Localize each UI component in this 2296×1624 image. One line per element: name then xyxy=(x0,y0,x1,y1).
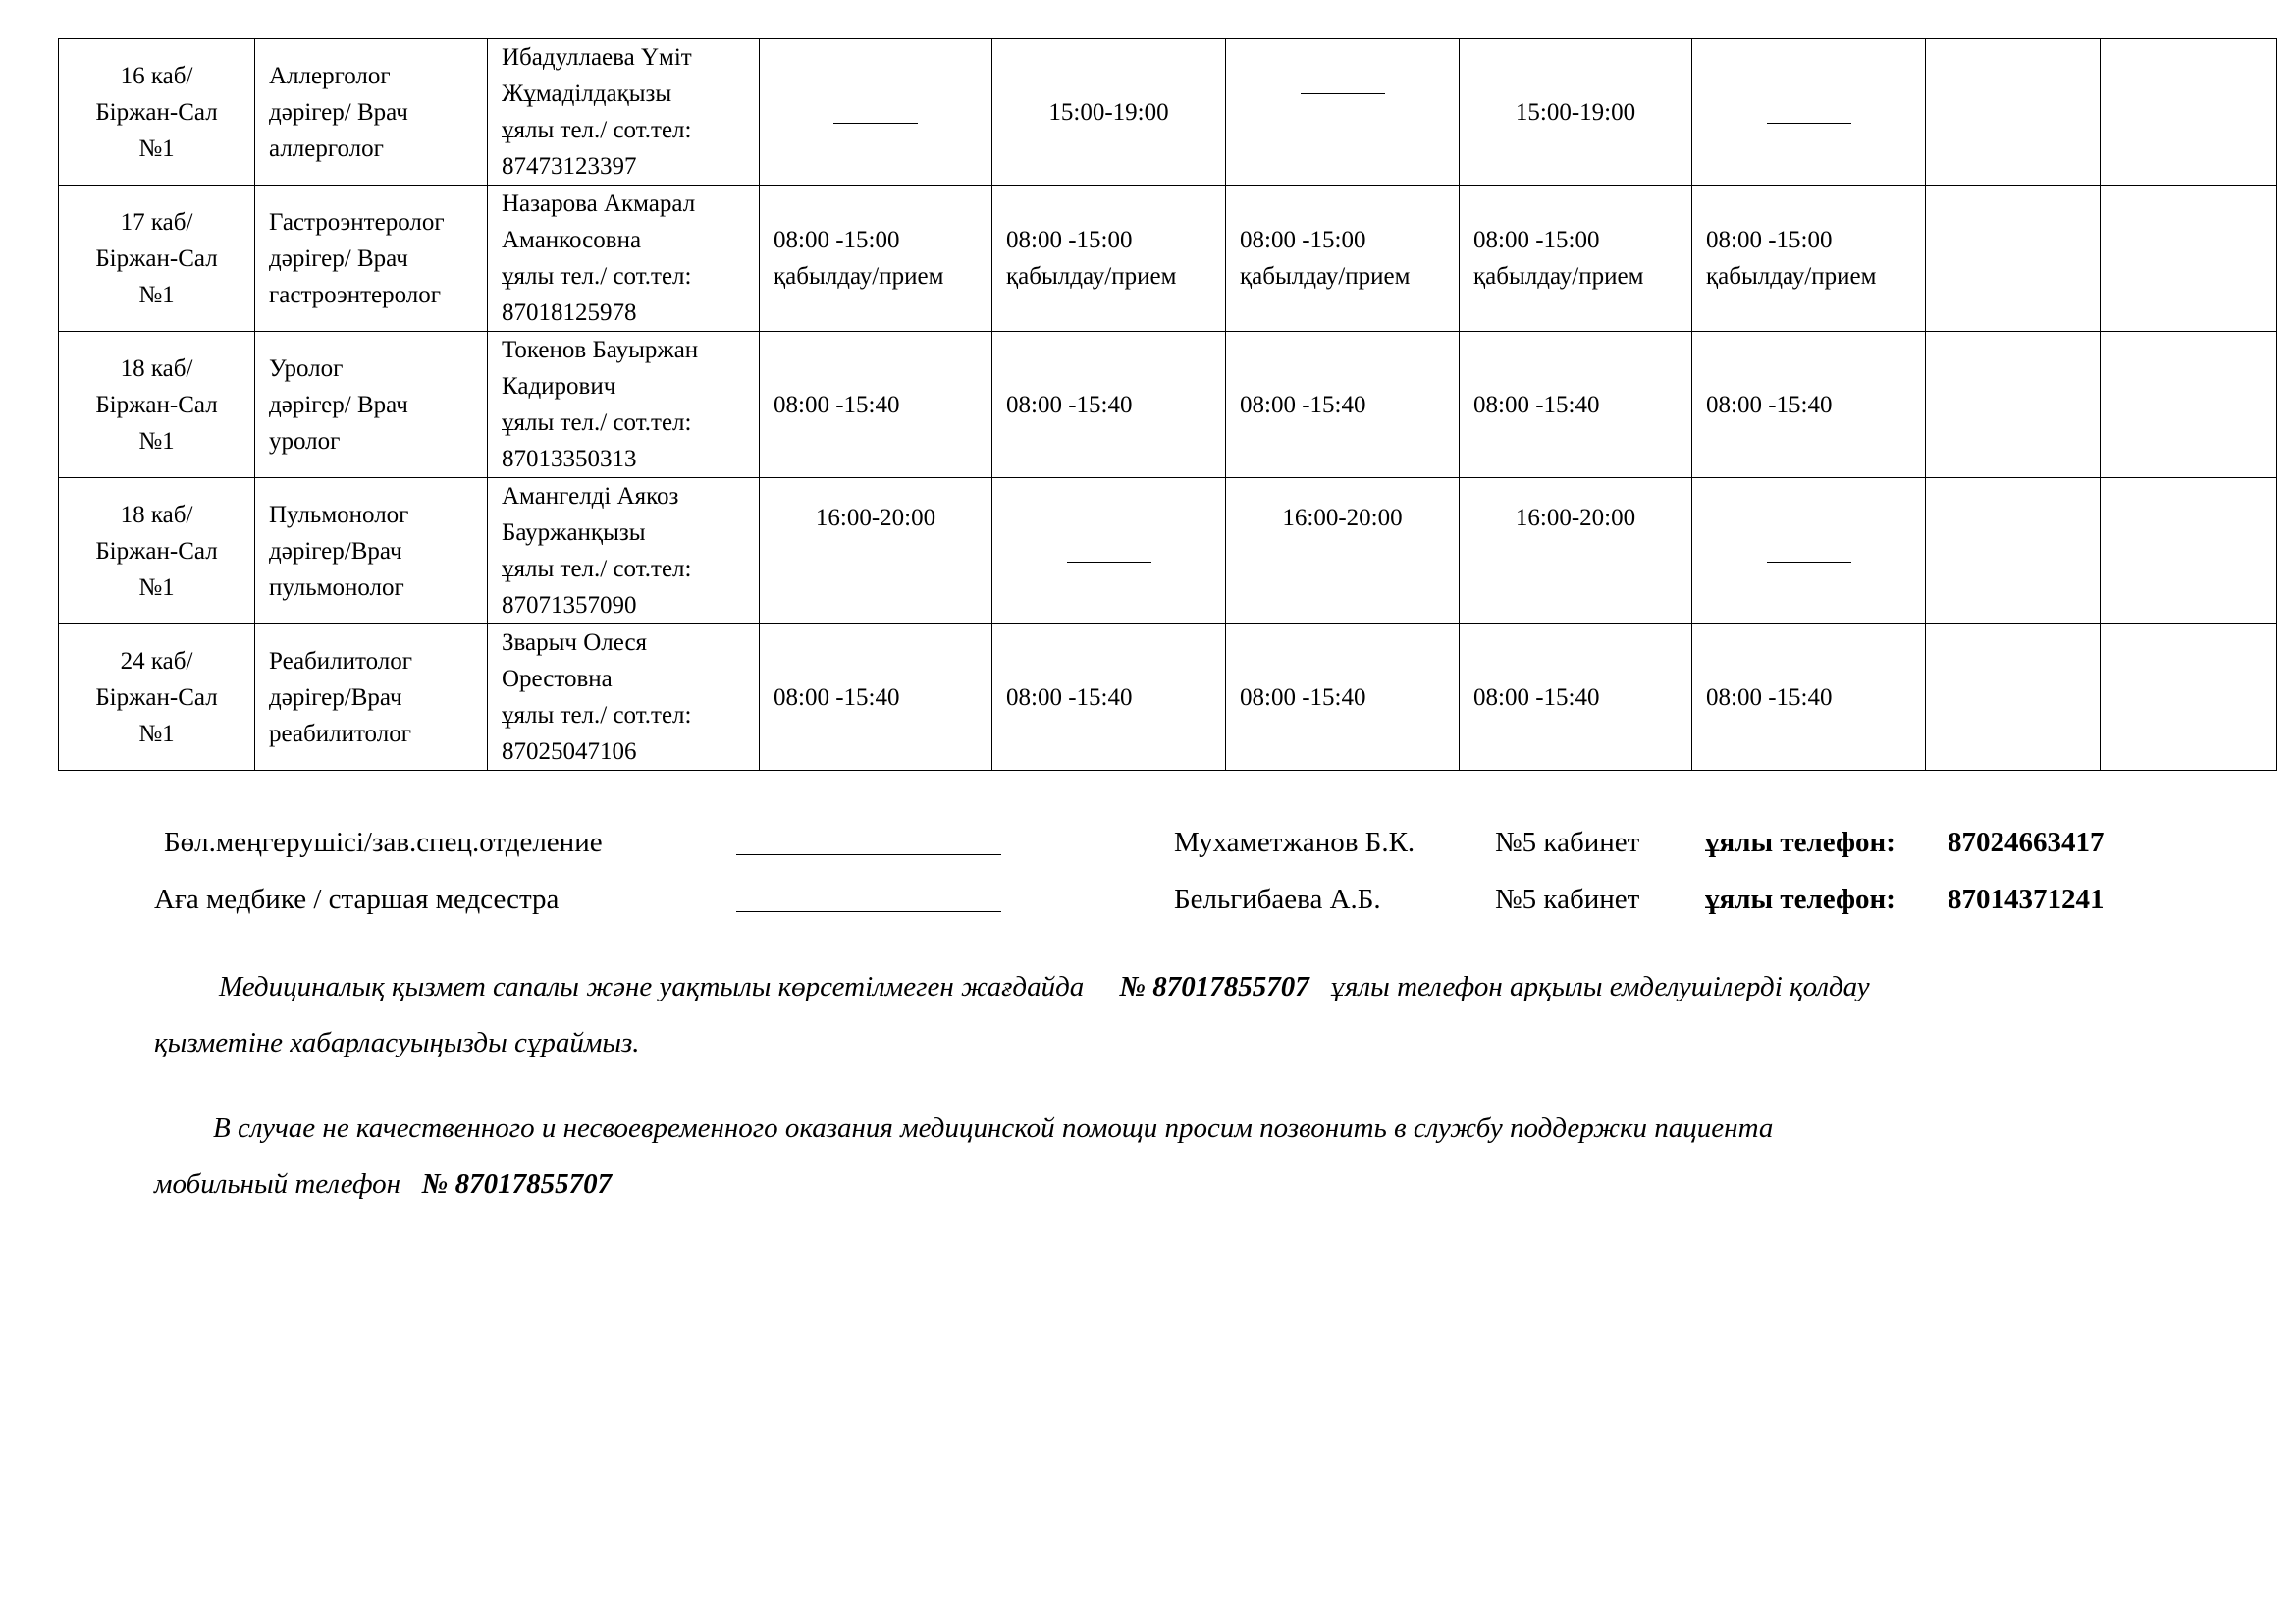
schedule-cell xyxy=(2101,478,2277,624)
schedule-line: қабылдау/прием xyxy=(774,263,944,290)
doctor-cell xyxy=(488,478,760,624)
schedule-cell xyxy=(1692,624,1926,771)
cabinet-cell xyxy=(59,39,255,186)
note-ru-line2 xyxy=(154,1157,2216,1213)
table-row xyxy=(59,39,2277,186)
schedule-cell xyxy=(1692,39,1926,186)
nurse-name: Бельгибаева А.Б. xyxy=(1174,884,1381,915)
schedule-cell xyxy=(1692,478,1926,624)
cabinet-line: №1 xyxy=(138,427,175,455)
schedule-line: 08:00 -15:40 xyxy=(1706,683,1833,711)
note-kz xyxy=(154,959,2216,1071)
schedule-line: 08:00 -15:00 xyxy=(1473,227,1600,253)
schedule-cell xyxy=(2101,39,2277,186)
doctor-line: Орестовна xyxy=(502,666,613,692)
nurse-cabinet: №5 кабинет xyxy=(1495,884,1640,915)
cabinet-line: Біржан-Сал xyxy=(95,683,218,711)
doctor-line: Зварыч Олеся xyxy=(502,629,648,656)
doctor-line: ұялы тел./ сот.тел: xyxy=(502,556,692,582)
doctor-line: 87473123397 xyxy=(502,153,637,180)
cabinet-line: 18 каб/ xyxy=(120,501,193,528)
schedule-cell xyxy=(1692,332,1926,478)
specialty-line: аллерголог xyxy=(269,135,384,162)
head-phone: 87024663417 xyxy=(1948,827,2105,858)
head-cabinet: №5 кабинет xyxy=(1495,827,1640,858)
schedule-cell xyxy=(992,39,1226,186)
schedule-line: 15:00-19:00 xyxy=(1048,98,1169,126)
schedule-cell xyxy=(1460,624,1692,771)
schedule-cell xyxy=(992,624,1226,771)
specialty-line: реабилитолог xyxy=(269,720,411,747)
cabinet-cell xyxy=(59,624,255,771)
doctor-line: ұялы тел./ сот.тел: xyxy=(502,409,692,436)
doctor-line: Бауржанқызы xyxy=(502,519,646,546)
schedule-cell xyxy=(992,478,1226,624)
cabinet-line: №1 xyxy=(138,135,175,162)
specialty-line: Уролог xyxy=(269,354,344,382)
cabinet-line: 16 каб/ xyxy=(120,62,193,89)
doctor-line: 87013350313 xyxy=(502,446,637,472)
doctor-line: Ибадуллаева Үміт xyxy=(502,44,692,71)
doctor-cell xyxy=(488,39,760,186)
schedule-cell xyxy=(1926,332,2101,478)
schedule-cell xyxy=(2101,624,2277,771)
schedule-line: 08:00 -15:40 xyxy=(1240,391,1366,418)
cabinet-line: 18 каб/ xyxy=(120,354,193,382)
specialty-line: Пульмонолог xyxy=(269,501,409,528)
schedule-cell xyxy=(992,186,1226,332)
no-reception-dash xyxy=(1067,562,1151,563)
cabinet-line: Біржан-Сал xyxy=(95,537,218,565)
schedule-cell xyxy=(2101,186,2277,332)
schedule-cell xyxy=(760,186,992,332)
doctor-cell xyxy=(488,624,760,771)
cabinet-line: Біржан-Сал xyxy=(95,391,218,418)
table-row xyxy=(59,332,2277,478)
schedule-cell xyxy=(1226,624,1460,771)
specialty-cell xyxy=(255,624,488,771)
schedule-cell xyxy=(1926,39,2101,186)
schedule-body xyxy=(59,39,2277,771)
doctor-line: 87071357090 xyxy=(502,592,637,619)
doctor-line: Назарова Акмарал xyxy=(502,190,696,217)
schedule-cell xyxy=(1926,186,2101,332)
table-row xyxy=(59,186,2277,332)
table-row xyxy=(59,624,2277,771)
specialty-line: дәрігер/ Врач xyxy=(269,98,408,126)
schedule-line: 15:00-19:00 xyxy=(1515,98,1636,126)
schedule-line: 08:00 -15:40 xyxy=(1706,391,1833,418)
doctor-line: 87018125978 xyxy=(502,299,637,326)
nurse-signature-line xyxy=(736,884,1001,920)
cabinet-line: 17 каб/ xyxy=(120,208,193,236)
schedule-cell xyxy=(760,478,992,624)
schedule-cell xyxy=(1926,624,2101,771)
cabinet-cell xyxy=(59,186,255,332)
schedule-cell xyxy=(1692,186,1926,332)
note-kz-line2: қызметіне хабарласуыңызды сұраймыз. xyxy=(154,1027,640,1058)
cabinet-cell xyxy=(59,332,255,478)
specialty-line: дәрігер/Врач xyxy=(269,537,402,565)
schedule-cell xyxy=(1460,478,1692,624)
schedule-table xyxy=(58,38,2277,771)
table-row xyxy=(59,478,2277,624)
head-role: Бөл.меңгерушісі/зав.спец.отделение xyxy=(164,827,603,858)
no-reception-dash xyxy=(1301,93,1385,94)
doctor-line: ұялы тел./ сот.тел: xyxy=(502,702,692,729)
schedule-line: қабылдау/прием xyxy=(1240,263,1411,290)
cabinet-line: Біржан-Сал xyxy=(95,98,218,126)
note-ru-number: № 87017855707 xyxy=(421,1168,613,1200)
schedule-line: 08:00 -15:40 xyxy=(1473,683,1600,711)
cabinet-line: №1 xyxy=(138,281,175,308)
schedule-line: 08:00 -15:40 xyxy=(1006,391,1133,418)
note-kz-line1 xyxy=(154,959,2216,1015)
schedule-cell xyxy=(1226,39,1460,186)
head-signature-line xyxy=(736,827,1001,863)
schedule-line: 08:00 -15:00 xyxy=(1006,227,1133,253)
doctor-line: Жұмаділдақызы xyxy=(502,81,672,107)
no-reception-dash xyxy=(1767,562,1851,563)
cabinet-line: 24 каб/ xyxy=(120,647,193,675)
schedule-cell xyxy=(1460,332,1692,478)
schedule-line: 16:00-20:00 xyxy=(815,505,936,531)
specialty-cell xyxy=(255,332,488,478)
note-ru-text: мобильный телефон xyxy=(154,1168,401,1200)
specialty-line: дәрігер/ Врач xyxy=(269,391,408,418)
note-ru-line1: В случае не качественного и несвоевременного оказания медицинской помощи просим позвонить в службу поддержки пациента xyxy=(213,1112,1774,1144)
cabinet-line: Біржан-Сал xyxy=(95,244,218,272)
note-ru xyxy=(154,1101,2216,1213)
cabinet-line: №1 xyxy=(138,573,175,601)
schedule-cell xyxy=(760,624,992,771)
cabinet-line: №1 xyxy=(138,720,175,747)
note-kz-text: Медициналық қызмет сапалы және уақтылы көрсетілмеген жағдайда xyxy=(219,971,1085,1002)
schedule-line: 08:00 -15:00 xyxy=(1240,227,1366,253)
specialty-line: пульмонолог xyxy=(269,573,404,601)
specialty-line: Аллерголог xyxy=(269,62,391,89)
specialty-line: Реабилитолог xyxy=(269,647,413,675)
doctor-line: Токенов Бауыржан xyxy=(502,337,699,363)
schedule-line: 16:00-20:00 xyxy=(1282,505,1403,531)
schedule-line: қабылдау/прием xyxy=(1006,263,1177,290)
doctor-line: ұялы тел./ сот.тел: xyxy=(502,263,692,290)
schedule-line: 08:00 -15:40 xyxy=(1240,683,1366,711)
schedule-line: 08:00 -15:40 xyxy=(774,391,900,418)
specialty-cell xyxy=(255,186,488,332)
schedule-cell xyxy=(1460,186,1692,332)
nurse-phone: 87014371241 xyxy=(1948,884,2105,915)
schedule-line: 08:00 -15:00 xyxy=(774,227,900,253)
schedule-line: 08:00 -15:40 xyxy=(1473,391,1600,418)
schedule-line: қабылдау/прием xyxy=(1473,263,1644,290)
schedule-cell xyxy=(760,332,992,478)
schedule-line: 08:00 -15:00 xyxy=(1706,227,1833,253)
schedule-line: 16:00-20:00 xyxy=(1515,505,1636,531)
no-reception-dash xyxy=(833,123,918,124)
schedule-cell xyxy=(1226,332,1460,478)
nurse-role: Аға медбике / старшая медсестра xyxy=(154,884,560,915)
specialty-line: Гастроэнтеролог xyxy=(269,208,445,236)
specialty-line: гастроэнтеролог xyxy=(269,281,442,308)
schedule-cell xyxy=(1226,478,1460,624)
specialty-cell xyxy=(255,39,488,186)
schedule-line: қабылдау/прием xyxy=(1706,263,1877,290)
specialty-line: дәрігер/Врач xyxy=(269,683,402,711)
specialty-line: уролог xyxy=(269,427,341,455)
cabinet-cell xyxy=(59,478,255,624)
schedule-cell xyxy=(1460,39,1692,186)
schedule-line: 08:00 -15:40 xyxy=(774,683,900,711)
schedule-line: 08:00 -15:40 xyxy=(1006,683,1133,711)
no-reception-dash xyxy=(1767,123,1851,124)
doctor-line: Аманкосовна xyxy=(502,227,642,253)
doctor-line: 87025047106 xyxy=(502,738,637,765)
head-phone-label: ұялы телефон: xyxy=(1705,827,1896,858)
schedule-cell xyxy=(760,39,992,186)
doctor-line: Кадирович xyxy=(502,373,616,400)
doctor-line: ұялы тел./ сот.тел: xyxy=(502,117,692,143)
schedule-cell xyxy=(1926,478,2101,624)
nurse-phone-label: ұялы телефон: xyxy=(1705,884,1896,915)
doctor-cell xyxy=(488,332,760,478)
schedule-cell xyxy=(2101,332,2277,478)
head-name: Мухаметжанов Б.К. xyxy=(1174,827,1415,858)
doctor-line: Амангелді Аякоз xyxy=(502,483,679,510)
specialty-cell xyxy=(255,478,488,624)
note-kz-text-after: ұялы телефон арқылы емделушілерді қолдау xyxy=(1330,971,1870,1002)
doctor-cell xyxy=(488,186,760,332)
specialty-line: дәрігер/ Врач xyxy=(269,244,408,272)
note-kz-number: № 87017855707 xyxy=(1119,971,1309,1002)
schedule-cell xyxy=(1226,186,1460,332)
schedule-cell xyxy=(992,332,1226,478)
